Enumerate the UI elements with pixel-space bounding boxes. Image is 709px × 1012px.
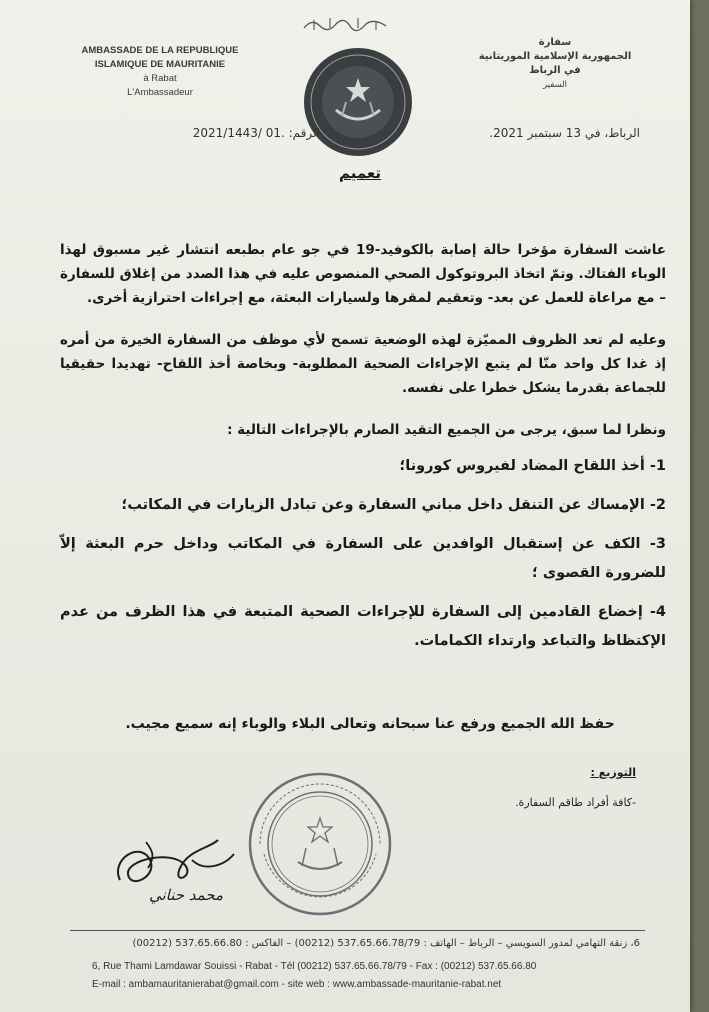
signatory-name: محمد حناني bbox=[148, 886, 224, 904]
header-fr-line-4: L'Ambassadeur bbox=[127, 87, 193, 98]
bismillah-calligraphy bbox=[300, 12, 390, 36]
measure-item-2: 2- الإمساك عن التنقل داخل مباني السفارة وعن تبادل الزيارات في المكاتب؛ bbox=[121, 497, 666, 513]
letter-body bbox=[60, 238, 666, 666]
header-fr-line-3: à Rabat bbox=[143, 73, 177, 84]
reference-number: الرقم: 2021/1443/ 01. bbox=[192, 126, 320, 140]
measure-item-3: 3- الكف عن إستقبال الوافدين على السفارة في المكاتب وداخل حرم البعثة إلاّ للضرورة القصوى ؛ bbox=[60, 536, 666, 581]
header-fr-line-2: ISLAMIQUE DE MAURITANIE bbox=[94, 59, 226, 70]
footer-address-arabic: 6، زنقة التهامي لمدور السويسي – الرباط – الهاتف : 537.65.66.78/79 (00212) – الفاكس : 537.65.66.80 (00212) bbox=[132, 938, 640, 949]
footer-divider bbox=[70, 930, 645, 931]
measure-item-1: 1- أخذ اللقاح المضاد لفيروس كورونا؛ bbox=[399, 458, 666, 474]
embassy-stamp bbox=[246, 770, 394, 918]
header-fr-line-1: AMBASSADE DE LA REPUBLIQUE bbox=[81, 45, 239, 56]
measure-item-4: 4- إخضاع القادمين إلى السفارة للإجراءات الصحية المتبعة في هذا الظرف من عدم الإكتظاظ والتباعد وارتداء الكمامات. bbox=[60, 604, 666, 649]
embassy-header-french bbox=[40, 44, 280, 100]
measures-intro: ونظرا لما سبق، يرجى من الجميع التقيد الصارم بالإجراءات التالية : bbox=[227, 422, 666, 438]
paragraph-2: وعليه لم تعد الظروف المميّزة لهذه الوضعية تسمح لأي موظف من السفارة الخيرة من أمره إذ غدا كل واحد منّا لم يتبع الإجراءات الصحية المطلوبة- وبخاصة أخذ اللقاح- تهديدا حقيقيا للجماعة بقدرما يشكل خطرا على نفسه. bbox=[60, 332, 666, 396]
distribution-value: -كافة أفراد طاقم السفارة. bbox=[515, 796, 636, 809]
footer-contact-line: E-mail : ambamauritanierabat@gmail.com - site web : www.ambassade-mauritanie-rabat.net bbox=[92, 979, 502, 990]
header-ar-ambassador: السفير bbox=[542, 80, 568, 90]
reference-label: الرقم bbox=[292, 126, 320, 140]
mauritania-emblem-seal bbox=[302, 46, 414, 158]
header-ar-line-2: الجمهورية الإسلامية الموريتانية bbox=[478, 51, 632, 62]
closing-prayer: حفظ الله الجميع ورفع عنا سبحانه وتعالى البلاء والوباء إنه سميع مجيب. bbox=[125, 716, 615, 732]
footer-address-french bbox=[92, 958, 652, 994]
paragraph-1: عاشت السفارة مؤخرا حالة إصابة بالكوفيد-19 في جو عام بطبعه انتشار غير مسبوق لهذا الوباء الفتاك. وتمّ اتخاذ البروتوكول الصحي المنصوص عليه في هذا الصدد من إغلاق للسفارة – مع مراعاة للعمل عن بعد- وتعقيم لمقرها ولسيارات البعثة، مع إجراءات احترازية أخرى. bbox=[60, 242, 666, 306]
letter-date: الرباط، في 13 سبتمبر 2021. bbox=[489, 126, 640, 140]
document-title: تعميم bbox=[338, 164, 382, 182]
measures-list bbox=[60, 452, 666, 656]
header-ar-line-3: في الرباط bbox=[529, 65, 581, 76]
embassy-header-arabic bbox=[470, 36, 640, 92]
header-ar-line-1: سفارة bbox=[538, 37, 572, 48]
distribution-label: التوزيع : bbox=[590, 766, 636, 779]
reference-value: 2021/1443/ 01. bbox=[192, 126, 285, 140]
footer-address-line: 6, Rue Thami Lamdawar Souissi - Rabat - Tél (00212) 537.65.66.78/79 - Fax : (00212) 537.65.66.80 bbox=[92, 961, 537, 972]
